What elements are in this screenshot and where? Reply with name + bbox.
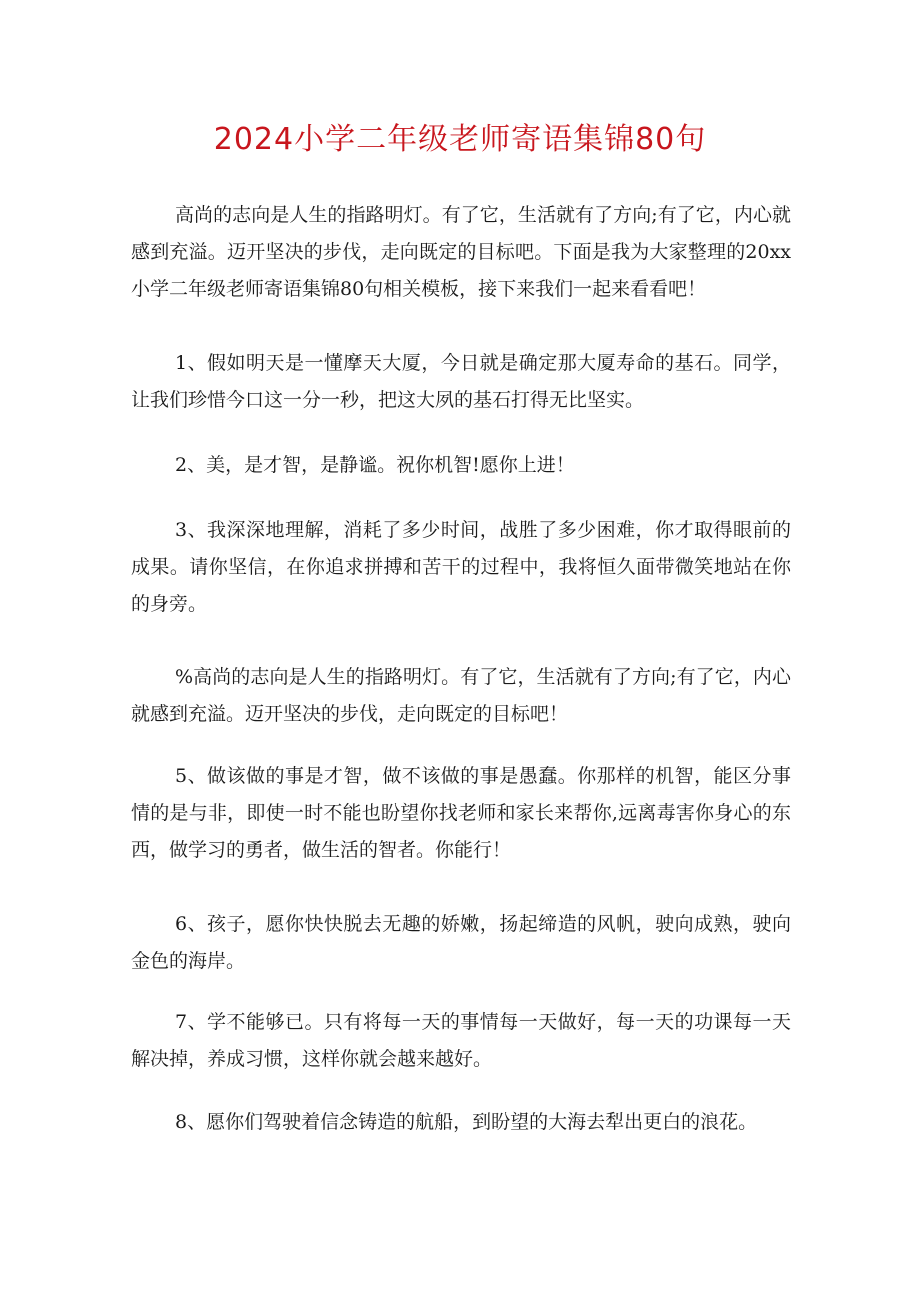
message-paragraph-5: 5、做该做的事是才智，做不该做的事是愚蠢。你那样的机智，能区分事情的是与非，即使一时不能也盼望你找老师和家长来帮你,远离毒害你身心的东西，做学习的勇者，做生活的智者。你能行！ xyxy=(131,765,791,861)
document-title: 2024小学二年级老师寄语集锦80句 xyxy=(213,122,707,157)
message-paragraph-2: 2、美，是才智，是静谧。祝你机智!愿你上进！ xyxy=(175,454,575,476)
message-paragraph-1: 1、假如明天是一懂摩天大厦，今日就是确定那大厦寿命的基石。同学，让我们珍惜今口这一分一秒，把这大夙的基石打得无比坚实。 xyxy=(131,352,791,411)
message-paragraph-6: 6、孩子，愿你快快脱去无趣的娇嫩，扬起缔造的风帆，驶向成熟，驶向金色的海岸。 xyxy=(131,913,791,972)
intro-paragraph: 高尚的志向是人生的指路明灯。有了它，生活就有了方向;有了它，内心就感到充溢。迈开坚决的步伐，走向既定的目标吧。下面是我为大家整理的20xx小学二年级老师寄语集锦80句相关模板，接下来我们一起来看看吧！ xyxy=(131,204,791,300)
message-paragraph-3: 3、我深深地理解，消耗了多少时间，战胜了多少困难，你才取得眼前的成果。请你坚信，在你追求拼搏和苦干的过程中，我将恒久面带微笑地站在你的身旁。 xyxy=(131,519,791,615)
message-paragraph-8: 8、愿你们驾驶着信念铸造的航船，到盼望的大海去犁出更白的浪花。 xyxy=(175,1111,758,1133)
message-paragraph-7: 7、学不能够已。只有将每一天的事情每一天做好，每一天的功课每一天解决掉，养成习惯，这样你就会越来越好。 xyxy=(131,1011,791,1070)
message-paragraph-4: %高尚的志向是人生的指路明灯。有了它，生活就有了方向;有了它，内心就感到充溢。迈开坚决的步伐，走向既定的目标吧！ xyxy=(131,666,791,725)
